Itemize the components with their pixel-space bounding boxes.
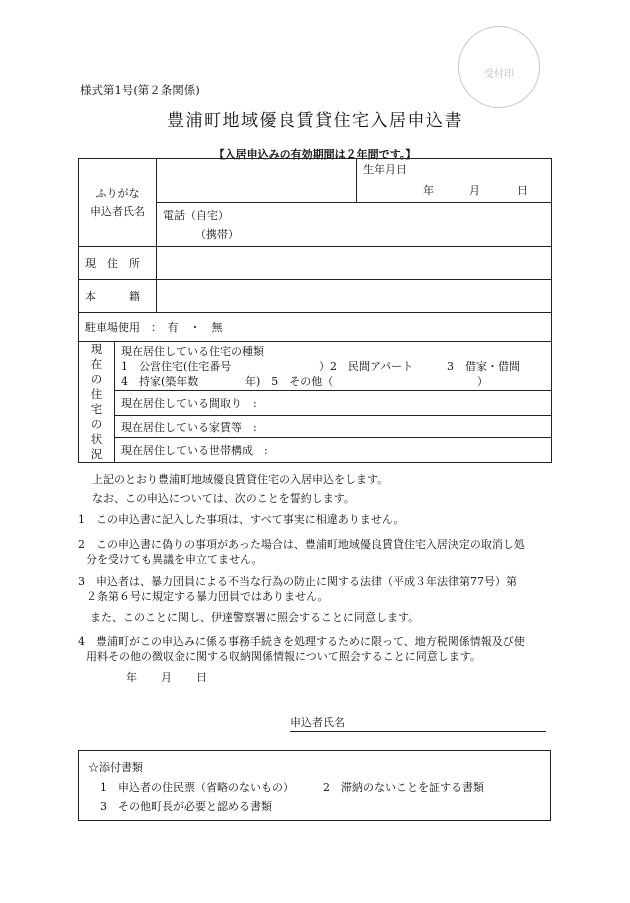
- housing-option-private-apartment[interactable]: ）2 民間アパート: [319, 359, 414, 373]
- applicant-signature-line[interactable]: [290, 714, 546, 732]
- intro-text-1: 上記のとおり豊浦町地域優良賃貸住宅の入居申込をします。: [92, 473, 389, 486]
- housing-type-title: 現在居住している住宅の種類: [121, 344, 264, 358]
- parking-cell[interactable]: [79, 313, 552, 342]
- date-day: 日: [196, 671, 207, 684]
- address-label-cell: [79, 247, 157, 280]
- housing-status-label-cell: [79, 342, 115, 463]
- date-month: 月: [161, 671, 172, 684]
- birth-month-label: 月: [469, 184, 480, 197]
- form-number: 様式第1号(第２条関係): [80, 83, 200, 97]
- phone-mobile-label: （携帯）: [195, 228, 239, 241]
- birth-day-label: 日: [517, 184, 528, 197]
- intro-text-2: なお、この申込については、次のことを誓約します。: [92, 492, 355, 505]
- domicile-label: 本 籍: [85, 290, 140, 303]
- pledge-item-2: 2 この申込書に偽りの事項があった場合は、豊浦町地域優良賃貸住宅入居決定の取消し処 分を受けても異議を申立てません。: [78, 538, 525, 566]
- pledge-item-4: 4 豊浦町がこの申込みに係る事務手続きを処理するために限って、地方税関係情報及び使 用料その他の徴収金に関する収納関係情報について照会することに同意します。: [78, 635, 525, 663]
- birth-year-label: 年: [423, 184, 434, 197]
- attachments-title: ☆添付書類: [88, 761, 143, 774]
- housing-type-cell[interactable]: [115, 342, 552, 391]
- phone-home-label: 電話（自宅）: [163, 209, 229, 222]
- floorplan-label: 現在居住している間取り :: [121, 397, 257, 411]
- domicile-label-cell: [79, 280, 157, 313]
- applicant-signature-label: 申込者氏名: [290, 716, 345, 729]
- phone-cell[interactable]: [157, 203, 552, 247]
- birthdate-cell[interactable]: [357, 159, 552, 203]
- attachment-item-3: 3 その他町長が必要と認める書類: [100, 800, 272, 813]
- furigana-input-cell[interactable]: [157, 159, 357, 203]
- validity-notice: 【入居申込みの有効期間は２年間です。】: [213, 148, 417, 161]
- pledge-item-3: 3 申込者は、暴力団員による不当な行為の防止に関する法律（平成３年法律第77号）第 ２条第６号に規定する暴力団員ではありません。: [78, 575, 517, 603]
- domicile-input-cell[interactable]: [157, 280, 552, 313]
- address-label: 現 住 所: [85, 257, 140, 270]
- housing-option-other-close: ）: [477, 374, 488, 388]
- attachments-box: [78, 750, 551, 821]
- household-label: 現在居住している世帯構成 :: [121, 444, 268, 458]
- name-label-cell: [79, 159, 157, 247]
- birthdate-label: 生年月日: [363, 163, 407, 176]
- furigana-label: ふりがな: [95, 186, 140, 200]
- reception-stamp: [458, 26, 540, 108]
- date-year: 年: [126, 671, 137, 684]
- page-title: 豊浦町地域優良賃貸住宅入居申込書: [167, 111, 463, 131]
- household-cell[interactable]: [115, 438, 552, 463]
- housing-option-rental[interactable]: 3 借家・借間: [447, 359, 520, 373]
- attachment-item-1: 1 申込者の住民票（省略のないもの）: [100, 781, 294, 794]
- parking-label: 駐車場使用 ： 有 ・ 無: [85, 321, 223, 334]
- rent-label: 現在居住している家賃等 :: [121, 420, 257, 434]
- applicant-name-label: 申込者氏名: [90, 204, 145, 218]
- pledge-item-3-consent: また、このことに関し、伊達警察署に照会することに同意します。: [90, 611, 420, 624]
- housing-option-other[interactable]: 年) 5 その他（: [245, 374, 334, 388]
- pledge-item-1: 1 この申込書に記入した事項は、すべて事実に相違ありません。: [78, 513, 405, 526]
- application-table: [78, 158, 552, 463]
- housing-status-label: 現 在 の 住 宅 の 状 況: [90, 342, 103, 461]
- housing-option-owned[interactable]: 4 持家(築年数: [121, 374, 199, 388]
- rent-cell[interactable]: [115, 415, 552, 438]
- reception-stamp-label: 受付印: [484, 69, 514, 80]
- housing-option-public[interactable]: 1 公営住宅(住宅番号: [121, 359, 232, 373]
- address-input-cell[interactable]: [157, 247, 552, 280]
- attachment-item-2: 2 滞納のないことを証する書類: [323, 781, 484, 794]
- floorplan-cell[interactable]: [115, 391, 552, 416]
